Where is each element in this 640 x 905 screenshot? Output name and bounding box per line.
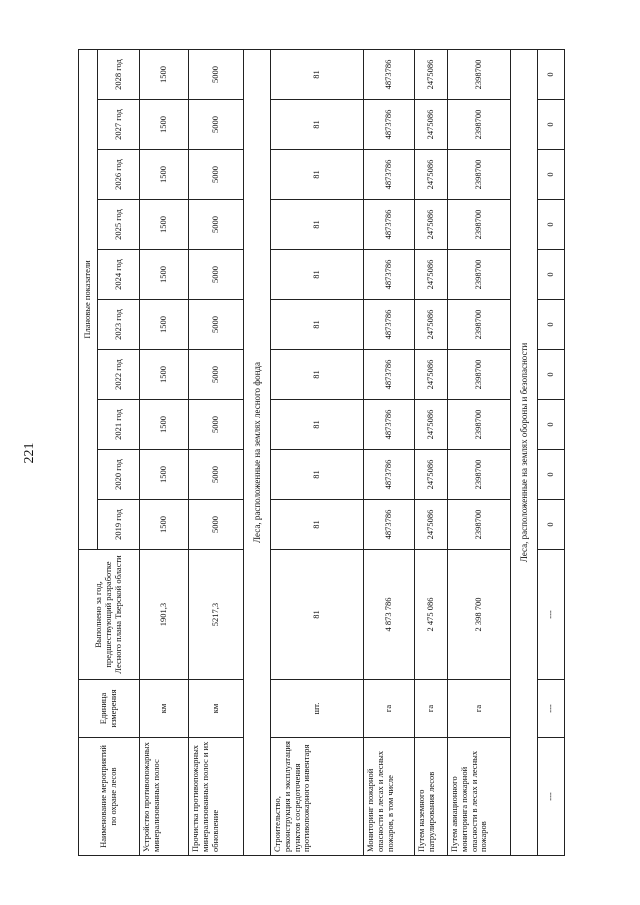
header-name: Наименование мероприятий по охране лесов [79,737,140,855]
row-unit: га [364,679,415,737]
year-header: 2025 год [98,199,140,249]
row-unit: --- [538,679,565,737]
row-value: 2398700 [448,249,511,299]
row-value: 1500 [140,499,189,549]
table-row [448,49,511,855]
row-value: 81 [271,149,364,199]
year-header: 2020 год [98,449,140,499]
row-value: 4873786 [364,249,415,299]
row-value: 4873786 [364,349,415,399]
row-name: Путем наземного патрулирования лесов [415,737,448,855]
row-done: 2 398 700 [448,549,511,679]
row-done: 1901,3 [140,549,189,679]
row-value: 2475086 [415,349,448,399]
year-header: 2028 год [98,49,140,99]
table-row [364,49,415,855]
row-value: 2475086 [415,99,448,149]
header-row-top [79,49,98,855]
row-value: 0 [538,349,565,399]
header-done: Выполнено за год, предшествующий разработке Лесного плана Тверской области [79,549,140,679]
row-value: 2398700 [448,299,511,349]
row-name: Мониторинг пожарной опасности в лесах и лесных пожаров, в том числе [364,737,415,855]
row-value: 2475086 [415,399,448,449]
row-name: --- [538,737,565,855]
row-value: 2398700 [448,149,511,199]
row-done: 5217,3 [189,549,244,679]
row-value: 0 [538,299,565,349]
row-value: 0 [538,149,565,199]
row-unit: км [189,679,244,737]
header-planned: Плановые показатели [79,49,98,549]
year-header: 2026 год [98,149,140,199]
row-value: 81 [271,499,364,549]
row-value: 1500 [140,449,189,499]
row-value: 5000 [189,349,244,399]
row-value: 1500 [140,249,189,299]
row-value: 0 [538,99,565,149]
table-row [271,49,364,855]
row-value: 2398700 [448,349,511,399]
year-header: 2021 год [98,399,140,449]
row-value: 2398700 [448,99,511,149]
row-value: 2475086 [415,499,448,549]
row-value: 2398700 [448,499,511,549]
table-row [415,49,448,855]
row-value: 2398700 [448,49,511,99]
row-done: --- [538,549,565,679]
row-value: 81 [271,249,364,299]
row-done: 2 475 086 [415,549,448,679]
row-unit: га [415,679,448,737]
row-value: 4873786 [364,49,415,99]
forest-protection-table [78,48,565,855]
row-value: 2475086 [415,249,448,299]
row-unit: км [140,679,189,737]
row-value: 4873786 [364,299,415,349]
year-header: 2022 год [98,349,140,399]
row-name: Путем авиационного мониторинга пожарной опасности в лесах и лесных пожаров [448,737,511,855]
row-value: 81 [271,49,364,99]
row-value: 5000 [189,49,244,99]
row-value: 2398700 [448,199,511,249]
row-value: 1500 [140,299,189,349]
row-value: 81 [271,449,364,499]
row-value: 0 [538,49,565,99]
row-unit: га [448,679,511,737]
row-value: 5000 [189,499,244,549]
table-row [140,49,189,855]
year-header: 2023 год [98,299,140,349]
row-value: 2475086 [415,299,448,349]
row-value: 2475086 [415,149,448,199]
row-value: 5000 [189,449,244,499]
section-row [511,49,538,855]
row-value: 5000 [189,399,244,449]
row-value: 0 [538,249,565,299]
row-value: 0 [538,499,565,549]
row-done: 81 [271,549,364,679]
row-unit: шт. [271,679,364,737]
year-header: 2027 год [98,99,140,149]
row-value: 2398700 [448,399,511,449]
row-value: 5000 [189,249,244,299]
row-value: 2475086 [415,199,448,249]
row-name: Устройство противопожарных минерализованных полос [140,737,189,855]
table-row [538,49,565,855]
row-value: 1500 [140,399,189,449]
row-value: 2475086 [415,49,448,99]
row-value: 81 [271,399,364,449]
row-value: 5000 [189,149,244,199]
row-value: 4873786 [364,499,415,549]
row-value: 1500 [140,199,189,249]
row-value: 81 [271,349,364,399]
row-value: 81 [271,99,364,149]
row-value: 0 [538,199,565,249]
row-value: 0 [538,399,565,449]
row-name: Строительство, реконструкция и эксплуатация пунктов сосредоточения противопожарного инвентаря [271,737,364,855]
row-value: 4873786 [364,449,415,499]
row-value: 81 [271,199,364,249]
row-value: 1500 [140,149,189,199]
row-value: 2475086 [415,449,448,499]
year-header: 2019 год [98,499,140,549]
row-value: 0 [538,449,565,499]
row-name: Прочистка противопожарных минерализованных полос и их обновление [189,737,244,855]
rotated-table-sheet [78,50,562,856]
row-value: 1500 [140,99,189,149]
row-value: 4873786 [364,199,415,249]
year-header: 2024 год [98,249,140,299]
section-title-forest-fund: Леса, расположенные на землях лесного фонда [244,49,271,855]
row-value: 4873786 [364,149,415,199]
section-title-defense-lands: Леса, расположенные на землях обороны и безопасности [511,49,538,855]
row-value: 1500 [140,349,189,399]
row-value: 81 [271,299,364,349]
row-value: 5000 [189,99,244,149]
row-value: 2398700 [448,449,511,499]
row-value: 4873786 [364,399,415,449]
table-row [189,49,244,855]
row-value: 4873786 [364,99,415,149]
row-value: 5000 [189,299,244,349]
row-value: 1500 [140,49,189,99]
row-done: 4 873 786 [364,549,415,679]
header-unit: Единица измерения [79,679,140,737]
page-number: 221 [22,442,37,464]
row-value: 5000 [189,199,244,249]
section-row [244,49,271,855]
